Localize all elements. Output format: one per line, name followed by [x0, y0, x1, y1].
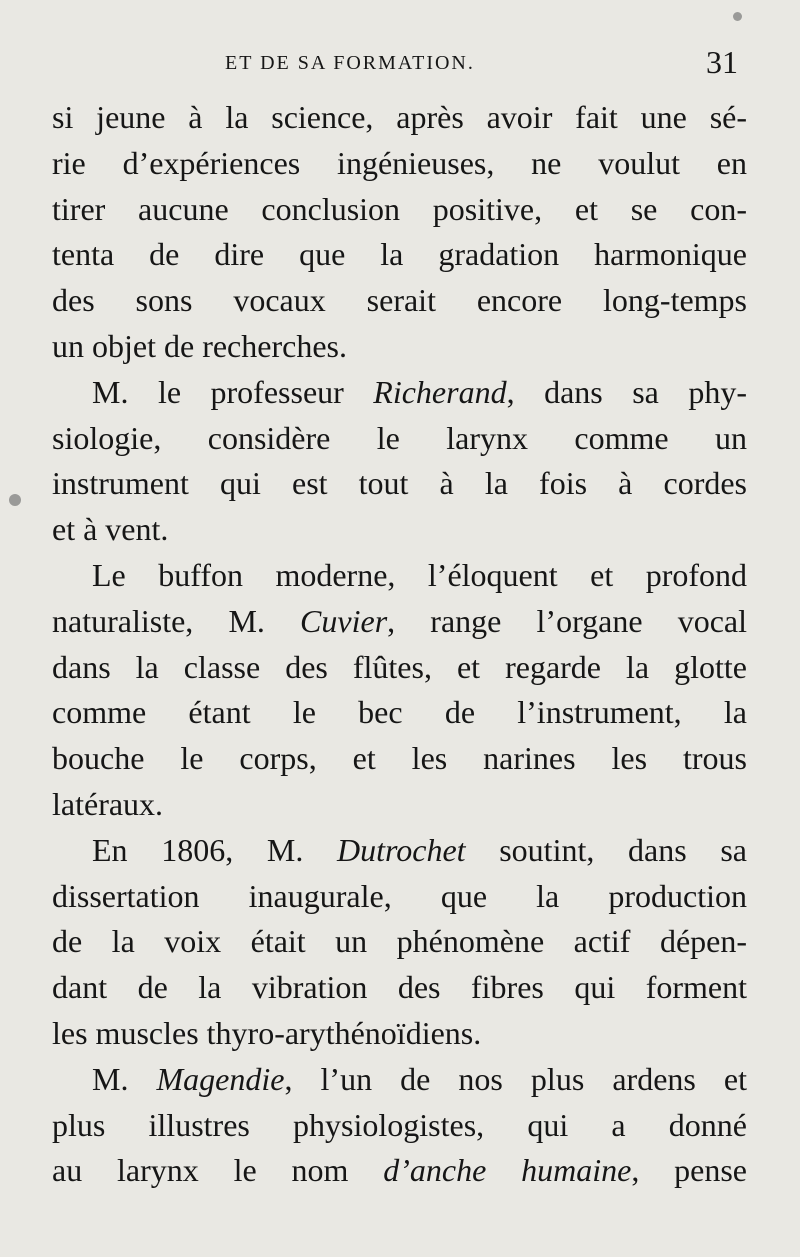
text-run: , range l’organe vocal [387, 602, 747, 639]
italic-term: d’anche humaine [383, 1152, 632, 1189]
proper-name: Magendie [156, 1060, 285, 1097]
proper-name: Dutrochet [337, 831, 466, 868]
text-line [52, 1148, 747, 1194]
text-line: les muscles thyro-arythénoïdiens. [52, 1014, 482, 1051]
paragraph [52, 95, 747, 370]
text-run: , dans sa phy- [506, 373, 747, 410]
running-head [0, 44, 800, 84]
text-line [52, 370, 747, 416]
text-line: latéraux. [52, 785, 164, 822]
paragraph [52, 553, 747, 828]
text-run: M. le professeur [92, 373, 374, 410]
text-line: comme étant le bec de l’instrument, la [52, 694, 747, 731]
running-head-title: ET DE SA FORMATION. [225, 52, 475, 74]
body-text [52, 95, 747, 1194]
text-run: , l’un de nos plus ardens et [284, 1060, 747, 1097]
text-line: dans la classe des flûtes, et regarde la glotte [52, 648, 747, 685]
text-line [52, 828, 747, 874]
text-line: tirer aucune conclusion positive, et se con- [52, 190, 747, 227]
text-run: M. [92, 1060, 157, 1097]
page-number: 31 [706, 44, 738, 80]
text-line: Le buffon moderne, l’éloquent et profond [92, 556, 747, 593]
proper-name: Cuvier [300, 602, 388, 639]
text-run: naturaliste, M. [52, 602, 301, 639]
text-line: siologie, considère le larynx comme un [52, 419, 747, 456]
text-line: dissertation inaugurale, que la production [52, 877, 747, 914]
paper-speck [9, 494, 21, 506]
text-line: bouche le corps, et les narines les trous [52, 740, 747, 777]
text-line: des sons vocaux serait encore long-temps [52, 282, 747, 319]
text-line [52, 599, 747, 645]
text-run: , pense [631, 1152, 748, 1189]
text-line: de la voix était un phénomène actif dépen- [52, 923, 747, 960]
text-line: dant de la vibration des fibres qui forment [52, 969, 747, 1006]
text-run: au larynx le nom [52, 1152, 384, 1189]
text-line [52, 1057, 747, 1103]
proper-name: Richerand [373, 373, 507, 410]
text-line: rie d’expériences ingénieuses, ne voulut en [52, 144, 747, 181]
text-line: plus illustres physiologistes, qui a donné [52, 1106, 747, 1143]
text-run: soutint, dans sa [465, 831, 748, 868]
paper-speck [733, 12, 742, 21]
text-run: En 1806, M. [92, 831, 337, 868]
text-line: si jeune à la science, après avoir fait une sé- [52, 99, 747, 135]
paragraph [52, 370, 747, 553]
text-line: tenta de dire que la gradation harmonique [52, 236, 747, 273]
paragraph [52, 828, 747, 1057]
text-line: instrument qui est tout à la fois à cordes [52, 465, 747, 502]
paragraph [52, 1057, 747, 1194]
text-line: et à vent. [52, 511, 169, 548]
text-line: un objet de recherches. [52, 327, 347, 364]
